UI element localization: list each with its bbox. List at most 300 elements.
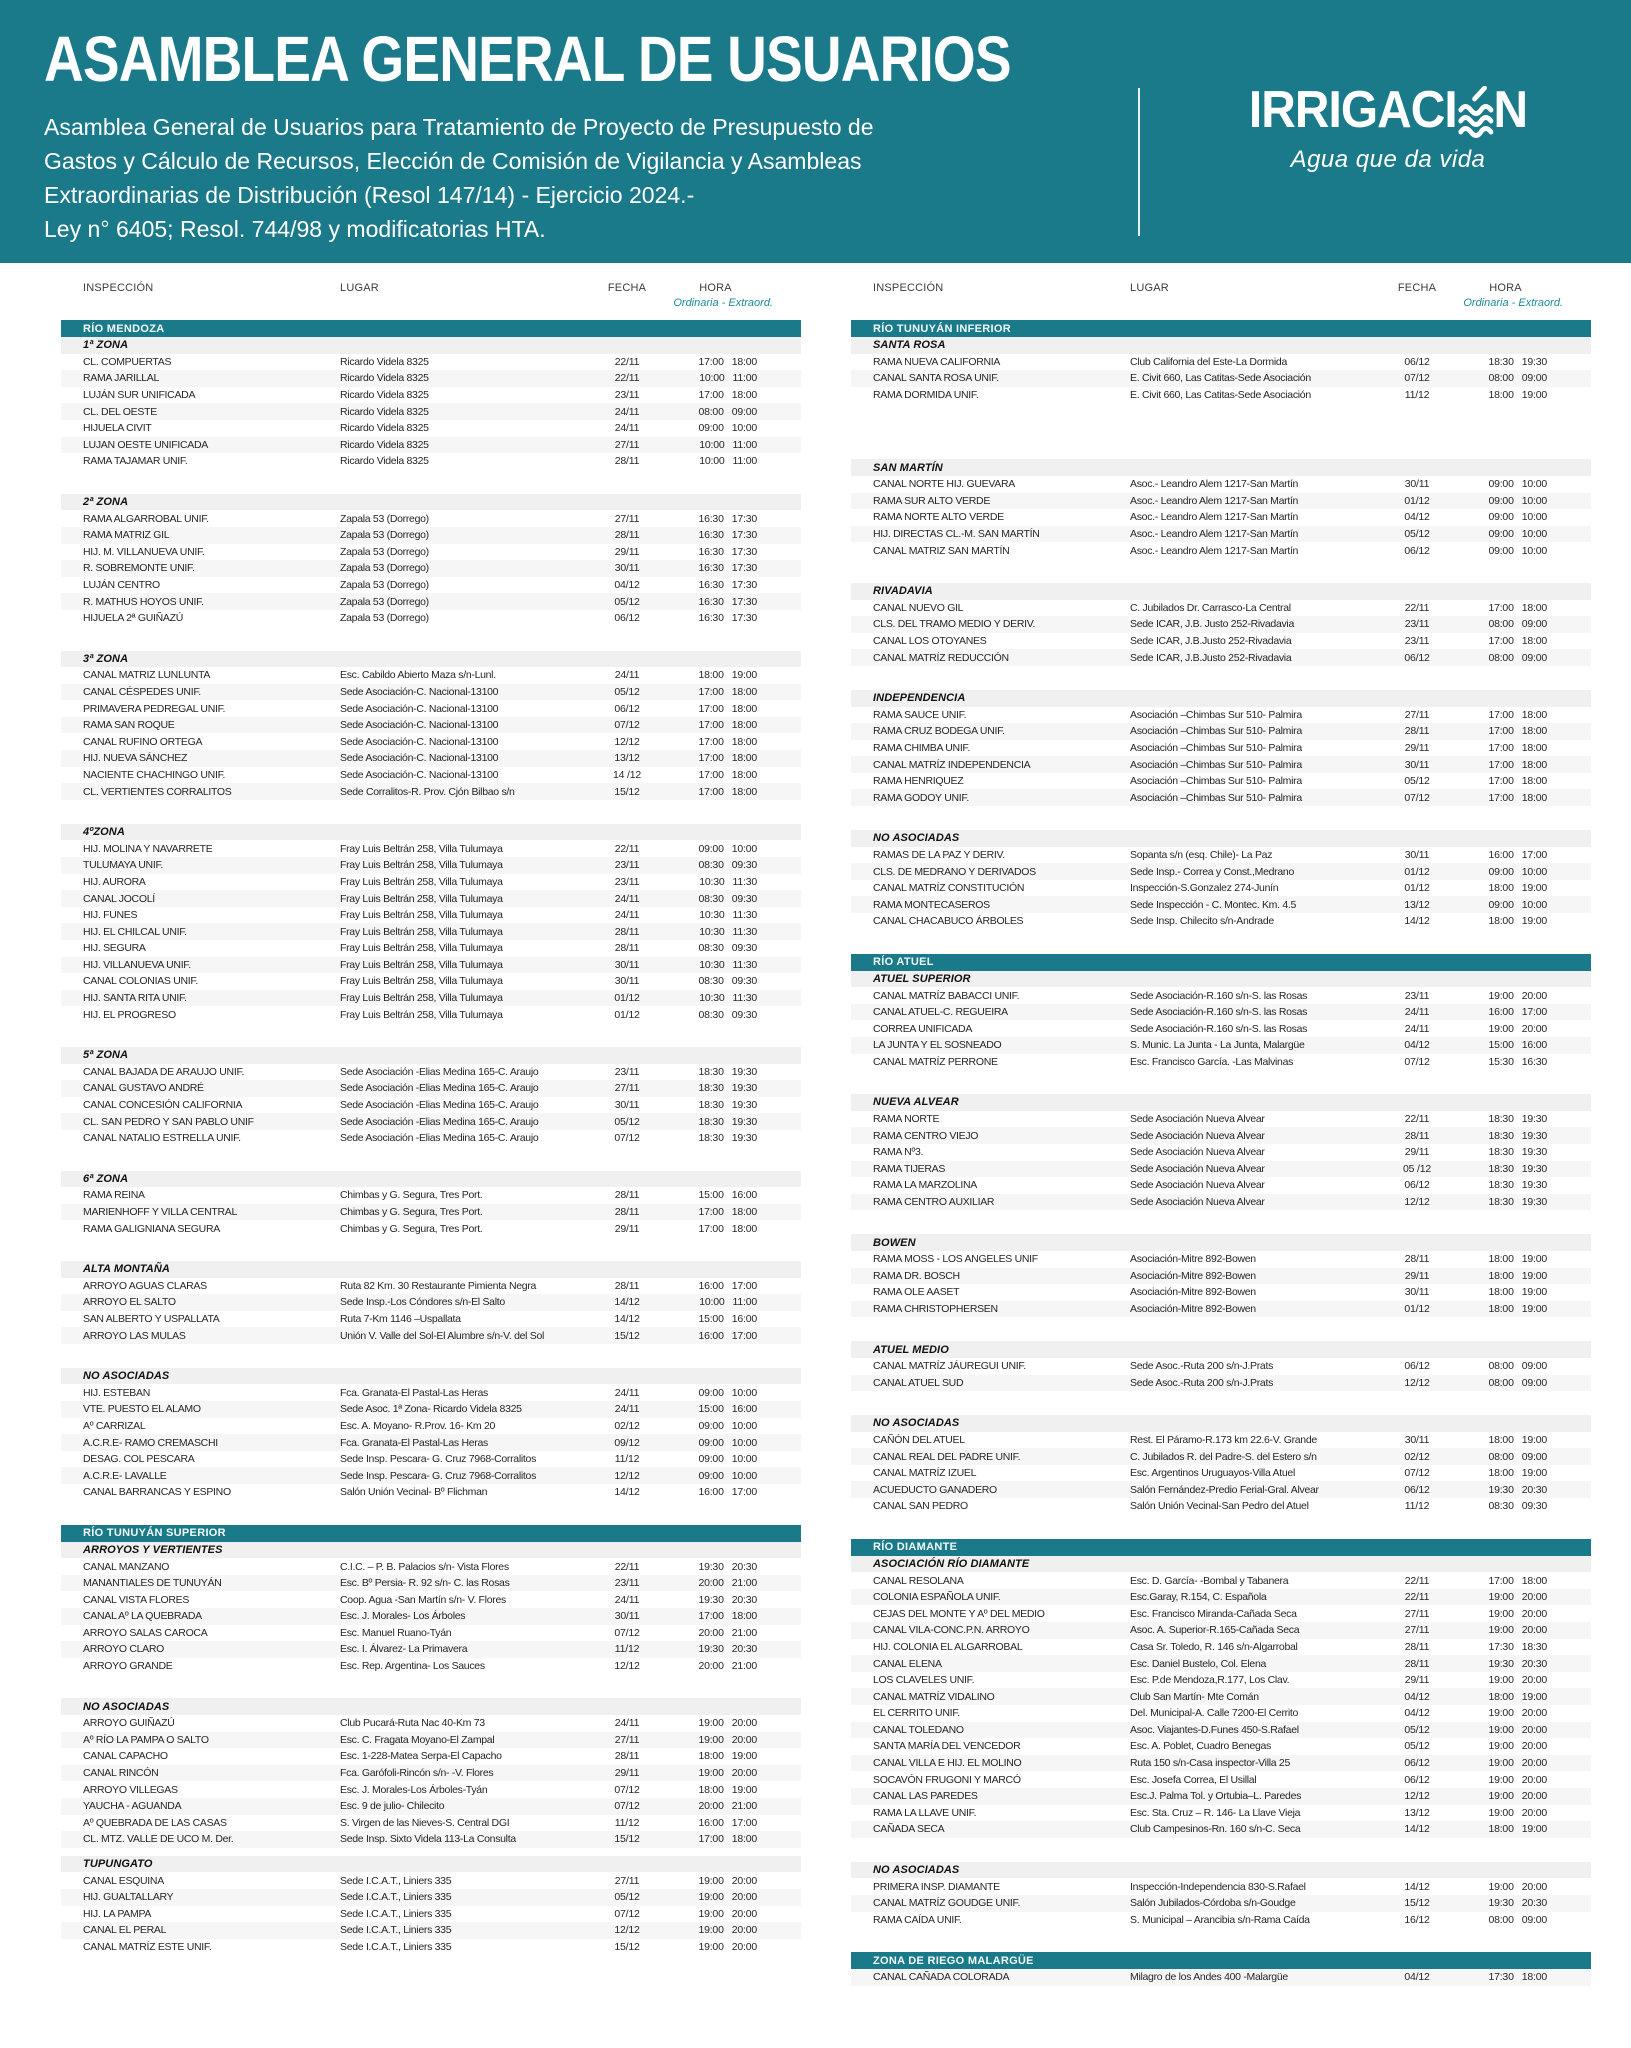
inspection-cell: RAMA CRUZ BODEGA UNIF.	[873, 725, 1005, 738]
inspeccion-column-header: INSPECCIÓN	[873, 282, 944, 294]
date-cell: 28/11	[614, 1279, 640, 1292]
place-cell: Asoc.- Leandro Alem 1217-San Martín	[1130, 494, 1299, 507]
time-cell	[1446, 1575, 1591, 1587]
table-row	[851, 1912, 1591, 1929]
zone-group	[61, 1698, 801, 1847]
date-cell: 06/12	[614, 612, 640, 625]
inspection-cell: MARIENHOFF Y VILLA CENTRAL	[83, 1206, 238, 1219]
time-extraordinaria: 11:30	[732, 958, 757, 971]
table-row	[61, 783, 801, 800]
inspection-cell: CANAL MATRÍZ CONSTITUCIÓN	[873, 882, 1025, 895]
time-ordinaria: 18:30	[1488, 1179, 1514, 1192]
time-extraordinaria: 20:00	[731, 1907, 757, 1920]
date-cell: 02/12	[1404, 1450, 1430, 1463]
time-extraordinaria: 16:30	[1521, 1055, 1547, 1068]
time-cell	[656, 926, 801, 938]
time-cell	[656, 612, 801, 624]
date-cell: 15/12	[614, 1329, 640, 1342]
time-cell	[1446, 709, 1591, 721]
time-cell	[656, 1767, 801, 1779]
date-cell: 24/11	[614, 892, 640, 905]
time-ordinaria: 19:00	[1488, 1022, 1514, 1035]
time-ordinaria: 17:00	[698, 355, 724, 368]
time-cell	[1446, 1707, 1591, 1719]
time-ordinaria: 10:30	[699, 909, 725, 922]
table-row	[61, 1064, 801, 1081]
date-cell: 07/12	[614, 1626, 640, 1639]
time-cell	[656, 975, 801, 987]
place-cell: Esc. D. García- -Bombal y Tabanera	[1130, 1574, 1289, 1587]
table-row	[61, 890, 801, 907]
place-cell: E. Civit 660, Las Catitas-Sede Asociación	[1130, 389, 1311, 402]
table-row	[851, 1481, 1591, 1498]
wave-o-icon	[1457, 88, 1494, 140]
time-ordinaria: 19:30	[698, 1560, 724, 1573]
date-cell: 23/11	[1404, 618, 1430, 631]
inspection-cell: CANAL REAL DEL PADRE UNIF.	[873, 1450, 1021, 1463]
time-ordinaria: 08:00	[1488, 1450, 1514, 1463]
table-row	[61, 420, 801, 437]
place-cell: Sede Asociación-C. Nacional-13100	[340, 719, 499, 732]
zone-header: ARROYOS Y VERTIENTES	[61, 1542, 801, 1559]
time-cell	[656, 1387, 801, 1399]
place-cell: Fray Luis Beltrán 258, Villa Tulumaya	[340, 842, 503, 855]
place-cell: Esc. J. Morales-Los Árboles-Tyán	[340, 1783, 488, 1796]
time-cell	[1446, 1270, 1591, 1282]
place-cell: Esc. Josefa Correa, El Usillal	[1130, 1773, 1257, 1786]
time-extraordinaria: 18:00	[1521, 635, 1547, 648]
date-cell: 15/12	[1404, 1897, 1430, 1910]
time-cell	[656, 719, 801, 731]
inspection-cell: MANANTIALES DE TUNUYÁN	[83, 1577, 222, 1590]
time-cell	[656, 1800, 801, 1812]
time-ordinaria: 17:00	[1488, 635, 1514, 648]
inspection-cell: ARROYO VILLEGAS	[83, 1783, 178, 1796]
date-cell: 12/12	[1404, 1196, 1430, 1209]
time-ordinaria: 16:00	[698, 1486, 724, 1499]
date-cell: 30/11	[1404, 848, 1430, 861]
inspection-cell: HIJ. ESTEBAN	[83, 1386, 150, 1399]
time-ordinaria: 18:00	[1488, 1823, 1514, 1836]
place-cell: Inspección-Independencia 830-S.Rafael	[1130, 1880, 1306, 1893]
time-ordinaria: 10:30	[699, 925, 725, 938]
time-cell	[656, 1486, 801, 1498]
time-ordinaria: 17:00	[698, 719, 724, 732]
time-ordinaria: 15:00	[698, 1403, 724, 1416]
time-ordinaria: 19:30	[698, 1643, 724, 1656]
place-cell: Fca. Granata-El Pastal-Las Heras	[340, 1436, 488, 1449]
date-cell: 30/11	[614, 975, 640, 988]
fecha-column-header: FECHA	[1397, 282, 1437, 294]
date-cell: 12/12	[1404, 1790, 1430, 1803]
header-divider	[1138, 88, 1140, 236]
time-ordinaria: 16:30	[698, 529, 724, 542]
table-row	[851, 1448, 1591, 1465]
table-row	[61, 1781, 801, 1798]
place-cell: Coop. Agua -San Martín s/n- V. Flores	[340, 1593, 506, 1606]
inspection-cell: CANAL MATRÍZ REDUCCIÓN	[873, 651, 1009, 664]
time-extraordinaria: 10:00	[1521, 528, 1547, 541]
table-row	[851, 913, 1591, 930]
table-row	[61, 1006, 801, 1023]
time-ordinaria: 09:00	[1488, 544, 1514, 557]
date-cell: 01/12	[1404, 1303, 1430, 1316]
zone-group	[61, 1368, 801, 1501]
table-row	[851, 1268, 1591, 1285]
time-extraordinaria: 19:30	[731, 1082, 757, 1095]
date-cell: 05/12	[614, 1891, 640, 1904]
place-cell: Fray Luis Beltrán 258, Villa Tulumaya	[340, 925, 503, 938]
table-row	[61, 1187, 801, 1204]
lugar-column-header: LUGAR	[1130, 282, 1169, 294]
time-cell	[656, 1734, 801, 1746]
time-ordinaria: 09:00	[698, 1436, 724, 1449]
time-ordinaria: 20:00	[698, 1660, 724, 1673]
place-cell: Salón Unión Vecinal- Bº Flichman	[340, 1486, 488, 1499]
date-cell: 14/12	[614, 1312, 640, 1325]
time-cell	[656, 942, 801, 954]
time-ordinaria: 09:00	[698, 1469, 724, 1482]
time-cell	[656, 1437, 801, 1449]
time-cell	[1446, 1740, 1591, 1752]
time-ordinaria: 19:00	[1488, 1880, 1514, 1893]
place-cell: Fray Luis Beltrán 258, Villa Tulumaya	[340, 975, 503, 988]
time-ordinaria: 09:00	[698, 842, 724, 855]
zone-group	[851, 1862, 1591, 1928]
date-cell: 24/11	[614, 1386, 640, 1399]
table-row	[851, 1004, 1591, 1021]
date-cell: 06/12	[1404, 1757, 1430, 1770]
inspection-cell: DESAG. COL PESCARA	[83, 1453, 195, 1466]
time-extraordinaria: 20:00	[731, 1924, 757, 1937]
place-cell: Club Campesinos-Rn. 160 s/n-C. Seca	[1130, 1823, 1301, 1836]
place-cell: Sede Asociación -Elias Medina 165-C. Araujo	[340, 1082, 539, 1095]
time-cell	[656, 786, 801, 798]
table-row	[851, 616, 1591, 633]
inspection-cell: CANAL NORTE HIJ. GUEVARA	[873, 478, 1015, 491]
table-row	[61, 1278, 801, 1295]
date-cell: 05/12	[614, 1115, 640, 1128]
time-cell	[656, 1833, 801, 1845]
date-cell: 29/11	[614, 1222, 640, 1235]
table-row	[851, 354, 1591, 371]
time-cell	[656, 893, 801, 905]
time-ordinaria: 09:00	[1488, 528, 1514, 541]
time-cell	[1446, 1023, 1591, 1035]
time-ordinaria: 17:00	[1488, 725, 1514, 738]
time-extraordinaria: 16:00	[731, 1312, 757, 1325]
inspection-cell: HIJ. GUALTALLARY	[83, 1891, 174, 1904]
date-cell: 06/12	[1404, 544, 1430, 557]
place-cell: Sede Asociación-C. Nacional-13100	[340, 768, 499, 781]
date-cell: 14/12	[614, 1486, 640, 1499]
time-extraordinaria: 19:00	[1521, 1253, 1547, 1266]
inspection-cell: R. SOBREMONTE UNIF.	[83, 562, 195, 575]
time-ordinaria: 09:00	[698, 1419, 724, 1432]
place-cell: Sede Asoc.-Ruta 200 s/n-J.Prats	[1130, 1376, 1274, 1389]
date-cell: 14/12	[1404, 1823, 1430, 1836]
time-ordinaria: 09:00	[1488, 494, 1514, 507]
table-row	[851, 1788, 1591, 1805]
time-extraordinaria: 20:00	[1521, 1022, 1547, 1035]
time-ordinaria: 17:00	[698, 1222, 724, 1235]
inspection-cell: RAMA MONTECASEROS	[873, 898, 990, 911]
table-row	[851, 847, 1591, 864]
time-extraordinaria: 10:00	[731, 842, 757, 855]
time-extraordinaria: 18:00	[1521, 758, 1547, 771]
time-ordinaria: 20:00	[698, 1626, 724, 1639]
place-cell: Esc. Sta. Cruz – R. 146- La Llave Vieja	[1130, 1806, 1301, 1819]
time-extraordinaria: 20:30	[1521, 1657, 1547, 1670]
place-cell: Esc. Bº Persia- R. 92 s/n- C. las Rosas	[340, 1577, 510, 1590]
time-cell	[1446, 389, 1591, 401]
table-row	[851, 542, 1591, 559]
time-cell	[1446, 1500, 1591, 1512]
place-cell: Asociación –Chimbas Sur 510- Palmira	[1130, 725, 1302, 738]
date-cell: 11/12	[1404, 1500, 1430, 1513]
time-ordinaria: 17:00	[1488, 1574, 1514, 1587]
time-ordinaria: 17:00	[1488, 775, 1514, 788]
time-cell	[656, 959, 801, 971]
time-extraordinaria: 19:30	[731, 1065, 757, 1078]
time-extraordinaria: 09:00	[1521, 618, 1547, 631]
time-extraordinaria: 19:00	[1521, 1690, 1547, 1703]
time-ordinaria: 18:30	[698, 1082, 724, 1095]
time-cell	[1446, 1774, 1591, 1786]
time-ordinaria: 16:30	[698, 545, 724, 558]
table-row	[851, 1498, 1591, 1515]
time-ordinaria: 16:30	[698, 612, 724, 625]
date-cell: 23/11	[614, 859, 640, 872]
date-cell: 28/11	[614, 1206, 640, 1219]
time-ordinaria: 18:00	[1488, 389, 1514, 402]
inspection-cell: RAMA OLE AASET	[873, 1286, 960, 1299]
zone-group	[61, 1171, 801, 1237]
inspection-cell: CANAL CHACABUCO ÁRBOLES	[873, 915, 1024, 928]
table-row	[851, 1672, 1591, 1689]
time-ordinaria: 17:00	[698, 768, 724, 781]
time-cell	[1446, 725, 1591, 737]
date-cell: 29/11	[1404, 1146, 1430, 1159]
place-cell: Unión V. Valle del Sol-El Alumbre s/n-V. del Sol	[340, 1329, 545, 1342]
date-cell: 24/11	[1404, 1022, 1430, 1035]
place-cell: Ricardo Videla 8325	[340, 455, 429, 468]
inspection-cell: HIJ. SEGURA	[83, 942, 146, 955]
time-cell	[1446, 511, 1591, 523]
place-cell: Sede Asoc.-Ruta 200 s/n-J.Prats	[1130, 1360, 1274, 1373]
table-row	[61, 1418, 801, 1435]
time-cell	[656, 406, 801, 418]
inspection-cell: CANAL VILLA E HIJ. EL MOLINO	[873, 1757, 1022, 1770]
time-extraordinaria: 16:00	[1521, 1039, 1547, 1052]
time-extraordinaria: 21:00	[731, 1800, 757, 1813]
zone-group	[851, 583, 1591, 666]
date-cell: 12/12	[614, 735, 640, 748]
time-extraordinaria: 09:00	[1521, 1913, 1547, 1926]
place-cell: Esc. Argentinos Uruguayos-Villa Atuel	[1130, 1467, 1295, 1480]
time-ordinaria: 19:30	[1488, 1483, 1514, 1496]
time-extraordinaria: 20:00	[731, 1891, 757, 1904]
time-cell	[1446, 1451, 1591, 1463]
table-row	[851, 896, 1591, 913]
time-ordinaria: 18:30	[1488, 1129, 1514, 1142]
time-cell	[656, 1116, 801, 1128]
inspection-cell: CANAL GUSTAVO ANDRÉ	[83, 1082, 204, 1095]
place-cell: Ricardo Videla 8325	[340, 422, 429, 435]
subtitle-line: Gastos y Cálculo de Recursos, Elección de Comisión de Vigilancia y Asambleas	[44, 148, 862, 174]
inspection-cell: CANAL NUEVO GIL	[873, 601, 964, 614]
inspection-cell: CANAL MATRIZ SAN MARTÍN	[873, 544, 1010, 557]
time-cell	[1446, 1608, 1591, 1620]
time-cell	[1446, 1006, 1591, 1018]
inspection-cell: RAMA CHRISTOPHERSEN	[873, 1303, 998, 1316]
zone-header: SAN MARTÍN	[851, 459, 1591, 476]
time-ordinaria: 19:00	[1488, 1757, 1514, 1770]
time-extraordinaria: 18:00	[1521, 725, 1547, 738]
place-cell: Club California del Este-La Dormida	[1130, 355, 1287, 368]
table-row	[851, 863, 1591, 880]
inspection-cell: HIJ. DIRECTAS CL.-M. SAN MARTÍN	[873, 528, 1040, 541]
place-cell: Asociación-Mitre 892-Bowen	[1130, 1269, 1256, 1282]
place-cell: Zapala 53 (Dorrego)	[340, 562, 429, 575]
inspection-cell: CLS. DEL TRAMO MEDIO Y DERIV.	[873, 618, 1036, 631]
inspection-cell: HIJ. MOLINA Y NAVARRETE	[83, 842, 213, 855]
date-cell: 28/11	[614, 1750, 640, 1763]
time-ordinaria: 08:00	[1488, 1376, 1514, 1389]
time-ordinaria: 08:30	[698, 859, 724, 872]
table-row	[851, 1161, 1591, 1178]
time-cell	[1446, 1056, 1591, 1068]
zone-header: NO ASOCIADAS	[851, 1862, 1591, 1879]
table-row	[851, 493, 1591, 510]
inspection-cell: CANAL TOLEDANO	[873, 1723, 964, 1736]
date-cell: 15/12	[614, 1940, 640, 1953]
time-cell	[1446, 1360, 1591, 1372]
time-ordinaria: 17:00	[698, 702, 724, 715]
time-ordinaria: 19:30	[698, 1593, 724, 1606]
time-ordinaria: 10:00	[699, 455, 725, 468]
table-column-right	[851, 282, 1591, 1986]
time-extraordinaria: 10:00	[731, 1469, 757, 1482]
inspection-cell: LUJÁN CENTRO	[83, 579, 160, 592]
place-cell: Esc. Francisco Miranda-Cañada Seca	[1130, 1607, 1297, 1620]
time-ordinaria: 17:00	[1488, 708, 1514, 721]
place-cell: Zapala 53 (Dorrego)	[340, 545, 429, 558]
irrigacion-logo	[1178, 80, 1598, 174]
date-cell: 13/12	[1404, 898, 1430, 911]
time-extraordinaria: 19:00	[731, 1783, 757, 1796]
date-cell: 12/12	[614, 1660, 640, 1673]
inspection-cell: RAMA SAN ROQUE	[83, 719, 175, 732]
place-cell: Esc. Daniel Bustelo, Col. Elena	[1130, 1657, 1267, 1670]
table-row	[61, 940, 801, 957]
header-banner	[0, 0, 1631, 263]
table-row	[61, 923, 801, 940]
time-extraordinaria: 18:00	[731, 1222, 757, 1235]
time-cell	[1446, 1971, 1591, 1983]
date-cell: 27/11	[614, 438, 640, 451]
time-extraordinaria: 10:00	[1521, 478, 1547, 491]
table-row	[61, 957, 801, 974]
zone-header: NO ASOCIADAS	[61, 1698, 801, 1715]
time-cell	[656, 1099, 801, 1111]
table-row	[61, 1130, 801, 1147]
time-extraordinaria: 18:00	[1521, 1574, 1547, 1587]
time-ordinaria: 18:00	[1488, 915, 1514, 928]
time-ordinaria: 16:00	[1488, 1006, 1514, 1019]
inspection-cell: Aº QUEBRADA DE LAS CASAS	[83, 1816, 227, 1829]
place-cell: Fray Luis Beltrán 258, Villa Tulumaya	[340, 875, 503, 888]
place-cell: Fray Luis Beltrán 258, Villa Tulumaya	[340, 859, 503, 872]
inspection-cell: RAMA TIJERAS	[873, 1162, 946, 1175]
inspection-cell: CANAL CAPACHO	[83, 1750, 168, 1763]
table-row	[851, 789, 1591, 806]
zone-group	[61, 824, 801, 1023]
date-cell: 23/11	[614, 1065, 640, 1078]
table-row	[851, 1037, 1591, 1054]
date-cell: 22/11	[614, 1560, 640, 1573]
table-row	[61, 1906, 801, 1923]
zone-group	[851, 1094, 1591, 1210]
date-cell: 30/11	[1404, 1286, 1430, 1299]
place-cell: Sede I.C.A.T., Liniers 335	[340, 1940, 452, 1953]
place-cell: Asociación-Mitre 892-Bowen	[1130, 1253, 1256, 1266]
place-cell: Sede Corralitos-R. Prov. Cjón Bilbao s/n	[340, 785, 515, 798]
time-extraordinaria: 20:00	[1521, 1591, 1547, 1604]
place-cell: Sede I.C.A.T., Liniers 335	[340, 1924, 452, 1937]
zone-group	[851, 1341, 1591, 1391]
inspection-cell: HIJ. M. VILLANUEVA UNIF.	[83, 545, 205, 558]
time-extraordinaria: 11:00	[732, 372, 757, 385]
time-ordinaria: 10:30	[699, 958, 725, 971]
table-row	[851, 880, 1591, 897]
inspection-cell: HIJ. COLONIA EL ALGARROBAL	[873, 1640, 1023, 1653]
time-ordinaria: 17:00	[698, 1610, 724, 1623]
time-ordinaria: 16:00	[1488, 848, 1514, 861]
subtitle-line: Ley n° 6405; Resol. 744/98 y modificatorias HTA.	[44, 216, 546, 242]
time-cell	[656, 1660, 801, 1672]
table-row	[61, 857, 801, 874]
time-extraordinaria: 10:00	[1521, 865, 1547, 878]
time-ordinaria: 09:00	[1488, 865, 1514, 878]
inspection-cell: CANAL MATRIZ LUNLUNTA	[83, 669, 211, 682]
inspection-cell: CANAL ELENA	[873, 1657, 942, 1670]
table-row	[61, 354, 801, 371]
inspection-cell: RAMA Nº3.	[873, 1146, 924, 1159]
table-row	[851, 649, 1591, 666]
date-cell: 28/11	[1404, 1129, 1430, 1142]
time-extraordinaria: 18:00	[731, 752, 757, 765]
time-extraordinaria: 19:30	[1521, 1129, 1547, 1142]
inspection-cell: ARROYO EL SALTO	[83, 1296, 176, 1309]
time-extraordinaria: 19:00	[1521, 1286, 1547, 1299]
time-ordinaria: 18:00	[1488, 1286, 1514, 1299]
date-cell: 05/12	[614, 595, 640, 608]
inspection-cell: RAMA NUEVA CALIFORNIA	[873, 355, 1001, 368]
hora-column-header: HORA	[1489, 282, 1522, 294]
time-extraordinaria: 11:00	[732, 438, 757, 451]
time-cell	[1446, 528, 1591, 540]
time-ordinaria: 19:00	[698, 1940, 724, 1953]
table-row	[61, 1384, 801, 1401]
inspection-cell: CANAL SANTA ROSA UNIF.	[873, 372, 999, 385]
zone-group	[61, 1856, 801, 1956]
table-row	[61, 610, 801, 627]
table-row	[851, 1771, 1591, 1788]
date-cell: 30/11	[1404, 1433, 1430, 1446]
table-row	[61, 1220, 801, 1237]
inspection-cell: RAMA LA MARZOLINA	[873, 1179, 978, 1192]
